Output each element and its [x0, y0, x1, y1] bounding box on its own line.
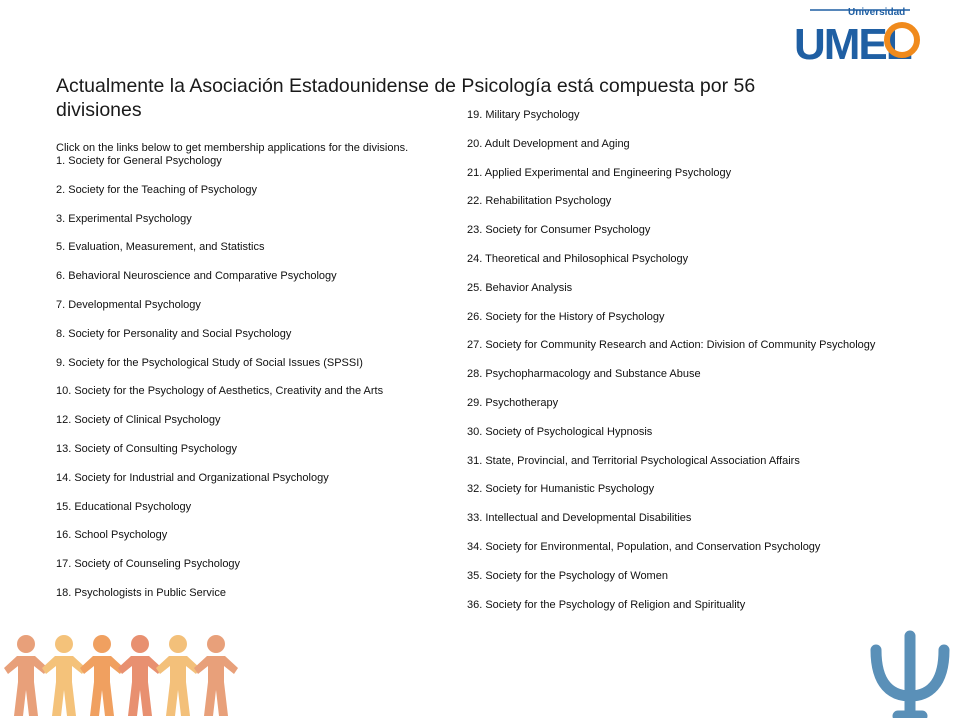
division-link[interactable]: 36. Society for the Psychology of Religion and Spirituality [467, 598, 746, 611]
division-link[interactable]: 14. Society for Industrial and Organizational Psychology [56, 471, 329, 484]
division-link[interactable]: 31. State, Provincial, and Territorial Psychological Association Affairs [467, 454, 800, 467]
division-link[interactable]: 2. Society for the Teaching of Psychology [56, 183, 257, 196]
division-link[interactable]: 1. Society for General Psychology [56, 155, 222, 167]
division-link[interactable]: 15. Educational Psychology [56, 500, 192, 513]
divisions-list-right [467, 108, 875, 626]
division-link[interactable]: 5. Evaluation, Measurement, and Statistics [56, 241, 265, 254]
division-link[interactable]: 27. Society for Community Research and Action: Division of Community Psychology [467, 339, 876, 352]
division-link[interactable]: 33. Intellectual and Developmental Disabilities [467, 512, 692, 525]
division-link[interactable]: 13. Society of Consulting Psychology [56, 442, 237, 455]
division-link[interactable]: 7. Developmental Psychology [56, 298, 201, 311]
umel-logo [790, 4, 952, 66]
paper-person-figure [194, 635, 238, 716]
division-link[interactable]: 28. Psychopharmacology and Substance Abuse [467, 368, 701, 381]
division-link[interactable]: 22. Rehabilitation Psychology [467, 195, 612, 208]
page-title: Actualmente la Asociación Estadounidense de Psicología está compuesta por 56 divisiones [56, 75, 756, 121]
division-link[interactable]: 8. Society for Personality and Social Psychology [56, 327, 292, 340]
paper-person-figure [4, 635, 48, 716]
division-link[interactable]: 16. School Psychology [56, 529, 168, 542]
division-link[interactable]: 24. Theoretical and Philosophical Psychology [467, 252, 689, 265]
logo-brand-text: UMEL [794, 20, 911, 66]
division-link[interactable]: 21. Applied Experimental and Engineering Psychology [467, 166, 732, 179]
psi-symbol-icon [862, 630, 958, 718]
division-link[interactable]: 26. Society for the History of Psychology [467, 310, 665, 323]
division-link[interactable]: 23. Society for Consumer Psychology [467, 224, 651, 237]
paper-person-figure [42, 635, 86, 716]
division-link[interactable]: 18. Psychologists in Public Service [56, 586, 226, 599]
paper-person-figure [80, 635, 124, 716]
division-link[interactable]: 19. Military Psychology [467, 109, 580, 121]
paper-person-figure [118, 635, 162, 716]
intro-text: Click on the links below to get membership applications for the divisions. [56, 142, 409, 154]
division-link[interactable]: 17. Society of Counseling Psychology [56, 558, 241, 571]
division-link[interactable]: 32. Society for Humanistic Psychology [467, 483, 655, 496]
division-link[interactable]: 3. Experimental Psychology [56, 212, 192, 225]
division-link[interactable]: 30. Society of Psychological Hypnosis [467, 425, 653, 438]
division-link[interactable]: 25. Behavior Analysis [467, 281, 573, 294]
division-link[interactable]: 29. Psychotherapy [467, 396, 559, 409]
divisions-list-left [56, 154, 383, 615]
paper-people-chain-icon [4, 630, 254, 718]
division-link[interactable]: 6. Behavioral Neuroscience and Comparative Psychology [56, 270, 337, 283]
division-link[interactable]: 20. Adult Development and Aging [467, 137, 630, 150]
logo-top-text: Universidad [848, 7, 906, 18]
division-link[interactable]: 9. Society for the Psychological Study of Social Issues (SPSSI) [56, 356, 363, 369]
division-link[interactable]: 12. Society of Clinical Psychology [56, 414, 221, 427]
division-link[interactable]: 35. Society for the Psychology of Women [467, 569, 668, 582]
division-link[interactable]: 10. Society for the Psychology of Aesthetics, Creativity and the Arts [56, 385, 384, 398]
division-link[interactable]: 34. Society for Environmental, Population, and Conservation Psychology [467, 540, 821, 553]
paper-person-figure [156, 635, 200, 716]
